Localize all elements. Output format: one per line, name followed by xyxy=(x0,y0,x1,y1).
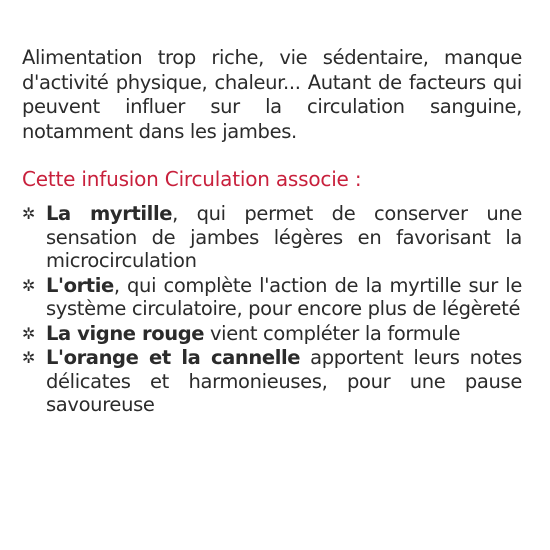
list-item-orange-cannelle xyxy=(22,346,522,417)
asterisk-bullet-icon: ✲ xyxy=(22,323,36,343)
list-item-myrtille xyxy=(22,202,522,273)
ingredient-description: apportent leurs notes délicates et harmonieuses, pour une pause savoureuse xyxy=(46,346,522,416)
ingredient-name: La vigne rouge xyxy=(46,321,205,345)
intro-paragraph: Alimentation trop riche, vie sédentaire, manque d'activité physique, chaleur... Autant de facteurs qui peuvent influer sur la circulation sanguine, notamment dans les jambes. xyxy=(22,46,522,143)
ingredient-name: L'ortie xyxy=(46,273,114,297)
section-heading: Cette infusion Circulation associe : xyxy=(22,167,362,191)
asterisk-bullet-icon: ✲ xyxy=(22,348,36,367)
list-item-ortie xyxy=(22,274,522,321)
list-item-vigne-rouge xyxy=(22,322,522,346)
ingredient-description: , qui complète l'action de la myrtille sur le système circulatoire, pour encore plus de légèreté xyxy=(46,273,522,320)
ingredient-name: L'orange et la cannelle xyxy=(46,346,301,369)
ingredient-name: La myrtille xyxy=(46,202,173,225)
asterisk-bullet-icon: ✲ xyxy=(22,204,36,223)
ingredient-description: , qui permet de conserver une sensation de jambes légères en favorisant la microcirculation xyxy=(46,202,522,272)
product-description xyxy=(22,46,522,418)
ingredient-list xyxy=(22,202,522,417)
ingredient-description: vient compléter la formule xyxy=(204,321,461,345)
asterisk-bullet-icon: ✲ xyxy=(22,275,36,295)
